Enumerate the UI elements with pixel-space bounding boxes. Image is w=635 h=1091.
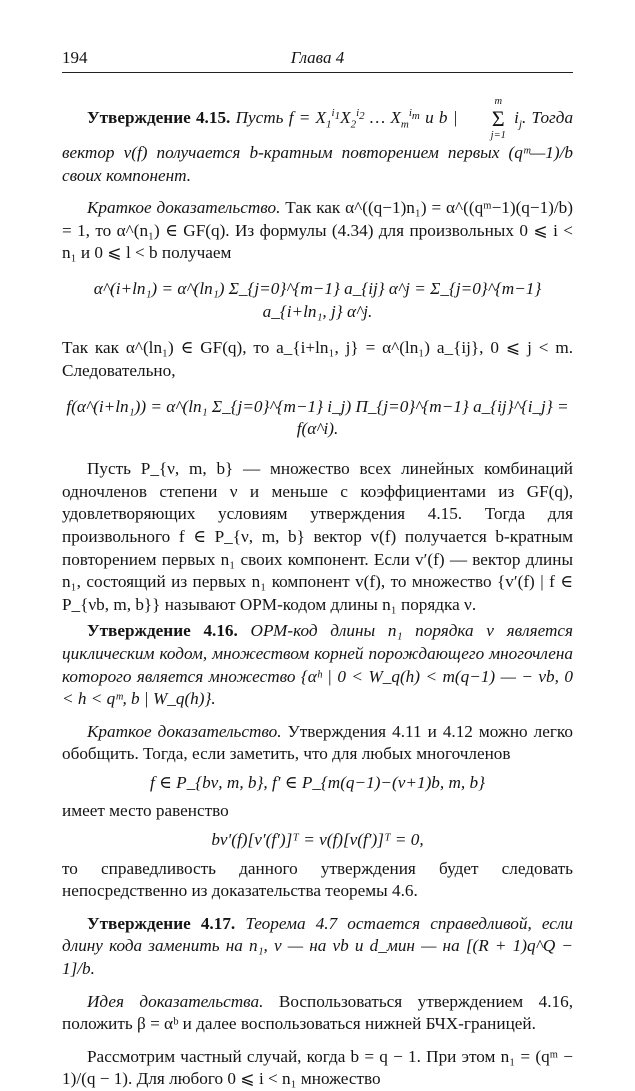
proof-idea-4-17 <box>62 991 573 1036</box>
formula-4-15-a: α^(i+ln₁) = α^(ln₁) Σ_{j=0}^{m−1} a_{ij} α^j = Σ_{j=0}^{m−1} a_{i+ln₁, j} α^j. <box>93 279 542 321</box>
proof-text: Утверждения 4.11 и 4.12 можно легко обобщить. Тогда, если заметить, что для любых многочленов <box>62 721 574 764</box>
page-header <box>62 48 573 72</box>
statement-label: Утверждение 4.15. <box>87 107 231 127</box>
page-number: 194 <box>62 48 88 67</box>
proof-lead: Краткое доказательство. <box>87 721 282 741</box>
header-rule <box>62 72 573 73</box>
proof-text-3: то справедливость данного утверждения будет следовать непосредственно из доказательства теоремы 4.6. <box>62 858 573 901</box>
body-text <box>62 90 573 1091</box>
statement-text: ОРМ-код длины n₁ порядка ν является циклическим кодом, множеством корней порождающего многочлена которого является множество {αʰ | 0 < W_q(h) < m(q−1) — − νb, 0 < h < qᵐ, b | W_q(h)}. <box>62 621 574 709</box>
proof-lead: Краткое доказательство. <box>87 198 281 218</box>
statement-text: Тогда вектор v(f) получается b-кратным повторением первых (qᵐ—1)/b своих компонент. <box>62 107 574 185</box>
proof-lead: Идея доказательства. <box>87 991 264 1011</box>
proof-4-15 <box>62 197 573 265</box>
proof-text: Воспользоваться утверждением 4.16, положить β = αᵇ и далее воспользоваться нижней БЧХ-границей. <box>62 991 574 1034</box>
proof-text: Так как α^((q−1)n₁) = α^((qᵐ−1)(q−1)/b) = 1, то α^(n₁) ∈ GF(q). Из формулы (4.34) для произвольных 0 ⩽ i < n₁ и 0 ⩽ l < b получаем <box>62 198 573 263</box>
running-head: Глава 4 <box>290 48 345 67</box>
statement-text: Теорема 4.7 остается справедливой, если длину кода заменить на n₁, ν — на νb и d_мин — на [(R + 1)q^Q − 1]/b. <box>62 913 574 979</box>
proof-text-2: Так как α^(ln₁) ∈ GF(q), то a_{i+ln₁, j} = α^(ln₁) a_{ij}, 0 ⩽ j < m. Следовательно, <box>62 337 573 380</box>
formula-4-16-a: f ∈ P_{bν, m, b}, f′ ∈ P_{m(q−1)−(ν+1)b, m, b} <box>150 772 485 792</box>
special-case-paragraph: Рассмотрим частный случай, когда b = q − 1. При этом n₁ = (qᵐ − 1)/(q − 1). Для любого 0 ⩽ i < n₁ множество <box>62 1046 573 1089</box>
statement-4-17 <box>62 913 573 981</box>
statement-4-16 <box>62 620 573 710</box>
statement-4-15 <box>62 96 573 187</box>
orm-definition: Пусть P_{ν, m, b} — множество всех линейных комбинаций одночленов степени ν и меньше с коэффициентами из GF(q), удовлетворяющих условиям утверждения 4.15. Тогда для произвольного f ∈ P_{ν, m, b} вектор v(f) получается b-кратным повторением первых n₁ своих компонент. Если v′(f) — вектор длины n₁, состоящий из первых n₁ компонент v(f), то множество {v′(f) | f ∈ P_{νb, m, b}} называют ОРМ-кодом длины n₁ порядка ν. <box>62 459 573 614</box>
proof-text-2: имеет место равенство <box>62 801 229 821</box>
statement-label: Утверждение 4.17. <box>87 913 236 933</box>
proof-4-16 <box>62 721 573 766</box>
statement-label: Утверждение 4.16. <box>87 621 238 641</box>
formula-4-15-b: f(α^(i+ln₁)) = α^(ln₁ Σ_{j=0}^{m−1} i_j) Π_{j=0}^{m−1} a_{ij}^{i_j} = f(α^i). <box>66 396 569 439</box>
statement-formula: $f = X_1^{i_1}X_2^{i_2}$ … $X_m^{i_m}$ и b | m Σ j=1 $i_j$. <box>288 96 532 141</box>
statement-lead: Пусть <box>235 107 284 127</box>
formula-4-16-b: bv′(f)[v′(f′)]ᵀ = v(f)[v(f′)]ᵀ = 0, <box>211 830 424 850</box>
